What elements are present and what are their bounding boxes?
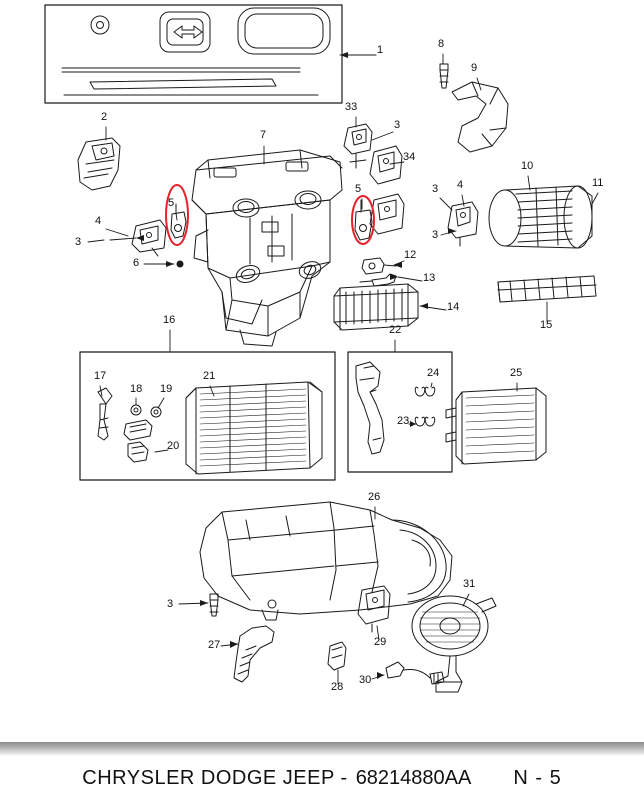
callout-22: 22: [389, 324, 402, 336]
callout-17: 17: [94, 370, 107, 382]
callout-25: 25: [510, 367, 523, 379]
part-9-duct: [452, 82, 508, 152]
callout-11: 11: [592, 177, 604, 189]
callout-29: 29: [374, 636, 387, 648]
part-5b-sensor: [355, 200, 372, 240]
part-28-clip: [328, 642, 346, 670]
callout-14: 14: [447, 301, 460, 313]
callout-3e: 3: [167, 598, 174, 610]
callout-24: 24: [427, 367, 440, 379]
part-31-blower-motor: [412, 596, 496, 692]
footer-part-number: 68214880AA: [355, 766, 472, 789]
part-5a-sensor: [171, 204, 186, 238]
callout-4a: 4: [95, 215, 102, 227]
callout-5a: 5: [168, 197, 175, 209]
part-15-cabin-filter: [498, 276, 596, 302]
callout-20: 20: [167, 440, 180, 452]
part-3c-actuator-right: [448, 202, 478, 246]
callout-30: 30: [359, 674, 372, 686]
callout-18: 18: [130, 383, 143, 395]
callout-2: 2: [101, 111, 108, 123]
callout-34: 34: [403, 151, 416, 163]
callout-27: 27: [208, 639, 221, 651]
footer-bar: [0, 742, 644, 800]
callout-3b: 3: [394, 119, 401, 131]
callout-26: 26: [368, 491, 381, 503]
part-2-bracket: [78, 138, 120, 190]
part-1-group-box: [45, 5, 342, 103]
part-34-actuator: [370, 146, 402, 184]
footer-page-number: N - 5: [513, 766, 562, 789]
part-7-hvac-housing: [177, 150, 343, 346]
part-4b-actuator-right: [370, 194, 404, 234]
part-30-resistor-harness: [386, 662, 444, 684]
callout-3d: 3: [432, 229, 439, 241]
callout-15: 15: [540, 319, 553, 331]
callout-19: 19: [160, 383, 173, 395]
callout-5b: 5: [355, 183, 362, 195]
callout-8: 8: [438, 38, 445, 50]
part-29-actuator: [358, 586, 390, 632]
footer-gradient-divider: [0, 742, 644, 756]
callout-12: 12: [404, 249, 417, 261]
part-25-heater-core: [446, 388, 546, 464]
part-10-evaporator-housing: [489, 186, 592, 248]
callout-4b: 4: [457, 179, 464, 191]
callout-1: 1: [377, 44, 384, 56]
footer-caption: [0, 756, 644, 800]
callout-7: 7: [260, 129, 267, 141]
callout-16: 16: [163, 314, 176, 326]
footer-brand: CHRYSLER DODGE JEEP -: [82, 766, 348, 789]
callout-33: 33: [345, 101, 358, 113]
callout-23: 23: [397, 415, 410, 427]
part-3e-screw: [210, 594, 218, 616]
callout-3a: 3: [75, 236, 82, 248]
callout-10: 10: [521, 160, 534, 172]
part-14-core: [334, 284, 418, 330]
part-33-actuator: [344, 124, 372, 168]
callout-31: 31: [463, 578, 476, 590]
callout-3c: 3: [432, 183, 439, 195]
part-27-drain-hose: [234, 626, 274, 682]
callout-13: 13: [423, 272, 436, 284]
part-12-sensor: [362, 258, 396, 274]
callout-9: 9: [471, 62, 478, 74]
part-26-blower-housing: [200, 502, 452, 620]
callout-6: 6: [133, 257, 140, 269]
callout-21: 21: [203, 370, 216, 382]
part-8-screw: [440, 64, 448, 88]
highlight-ovals: [166, 185, 374, 245]
callout-28: 28: [331, 681, 344, 693]
